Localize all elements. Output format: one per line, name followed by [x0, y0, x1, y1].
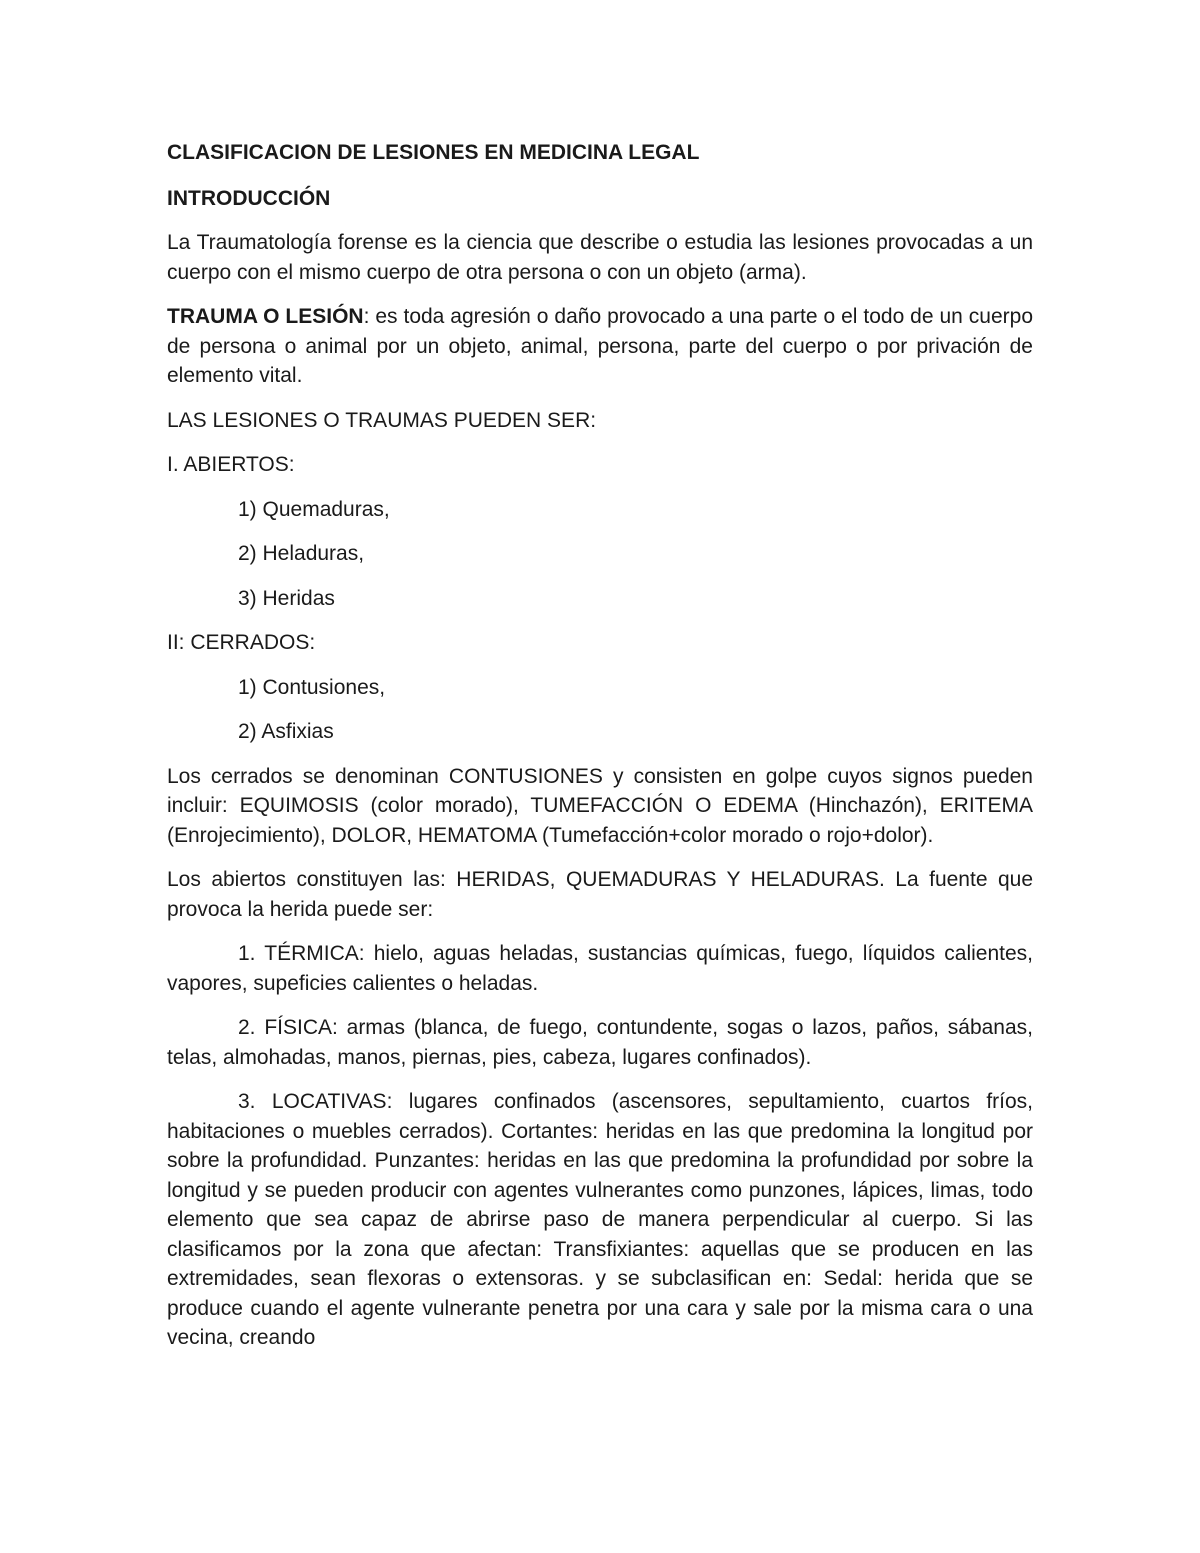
- list-item: 1) Quemaduras,: [238, 497, 390, 521]
- document-title: CLASIFICACION DE LESIONES EN MEDICINA LEGAL: [167, 141, 700, 164]
- types-heading: LAS LESIONES O TRAUMAS PUEDEN SER:: [167, 408, 597, 432]
- list-item: 2) Asfixias: [238, 720, 334, 743]
- source-locative-paragraph: 3. LOCATIVAS: lugares confinados (ascensores, sepultamiento, cuartos fríos, habitaciones o muebles cerrados). Cortantes: heridas en las que predomina la longitud por sobre la profundidad. Punzantes: heridas en las que predomina la profundidad por sobre la longitud y se pueden producir con agentes vulnerantes como punzones, lápices, limas, todo elemento que sea capaz de abrirse paso de manera perpendicular al cuerpo. Si las clasificamos por la zona que afectan: Transfixiantes: aquellas que se producen en las extremidades, sean flexoras o extensoras. y se subclasifican en: Sedal: herida que se produce cuando el agente vulnerante penetra por una cara y sale por la misma cara o una vecina, creando: [167, 1090, 1033, 1349]
- intro-paragraph: La Traumatología forense es la ciencia que describe o estudia las lesiones provocadas a un cuerpo con el mismo cuerpo de otra persona o con un objeto (arma).: [167, 231, 1033, 284]
- trauma-definition-text: : es toda agresión o daño provocado a una parte o el todo de un cuerpo de persona o animal por un objeto, animal, persona, parte del cuerpo o por privación de elemento vital.: [167, 305, 1033, 387]
- document-page: [167, 138, 1033, 1368]
- closed-heading: II: CERRADOS:: [167, 631, 316, 654]
- source-thermal-paragraph: 1. TÉRMICA: hielo, aguas heladas, sustancias químicas, fuego, líquidos calientes, vapores, supeficies calientes o heladas.: [167, 942, 1033, 995]
- trauma-term: TRAUMA O LESIÓN: [167, 305, 364, 328]
- closed-paragraph: Los cerrados se denominan CONTUSIONES y consisten en golpe cuyos signos pueden incluir: EQUIMOSIS (color morado), TUMEFACCIÓN O EDEMA (Hinchazón), ERITEMA (Enrojecimiento), DOLOR, HEMATOMA (Tumefacción+color morado o rojo+dolor).: [167, 764, 1033, 847]
- list-item: 1) Contusiones,: [238, 675, 386, 699]
- intro-heading: INTRODUCCIÓN: [167, 186, 331, 210]
- list-item: 2) Heladuras,: [238, 542, 365, 565]
- trauma-definition-paragraph: [167, 302, 1033, 391]
- list-item: 3) Heridas: [238, 586, 335, 610]
- open-paragraph: Los abiertos constituyen las: HERIDAS, QUEMADURAS Y HELADURAS. La fuente que provoca la herida puede ser:: [167, 868, 1033, 921]
- open-heading: I. ABIERTOS:: [167, 453, 295, 476]
- source-physical-paragraph: 2. FÍSICA: armas (blanca, de fuego, contundente, sogas o lazos, paños, sábanas, telas, almohadas, manos, piernas, pies, cabeza, lugares confinados).: [167, 1016, 1033, 1069]
